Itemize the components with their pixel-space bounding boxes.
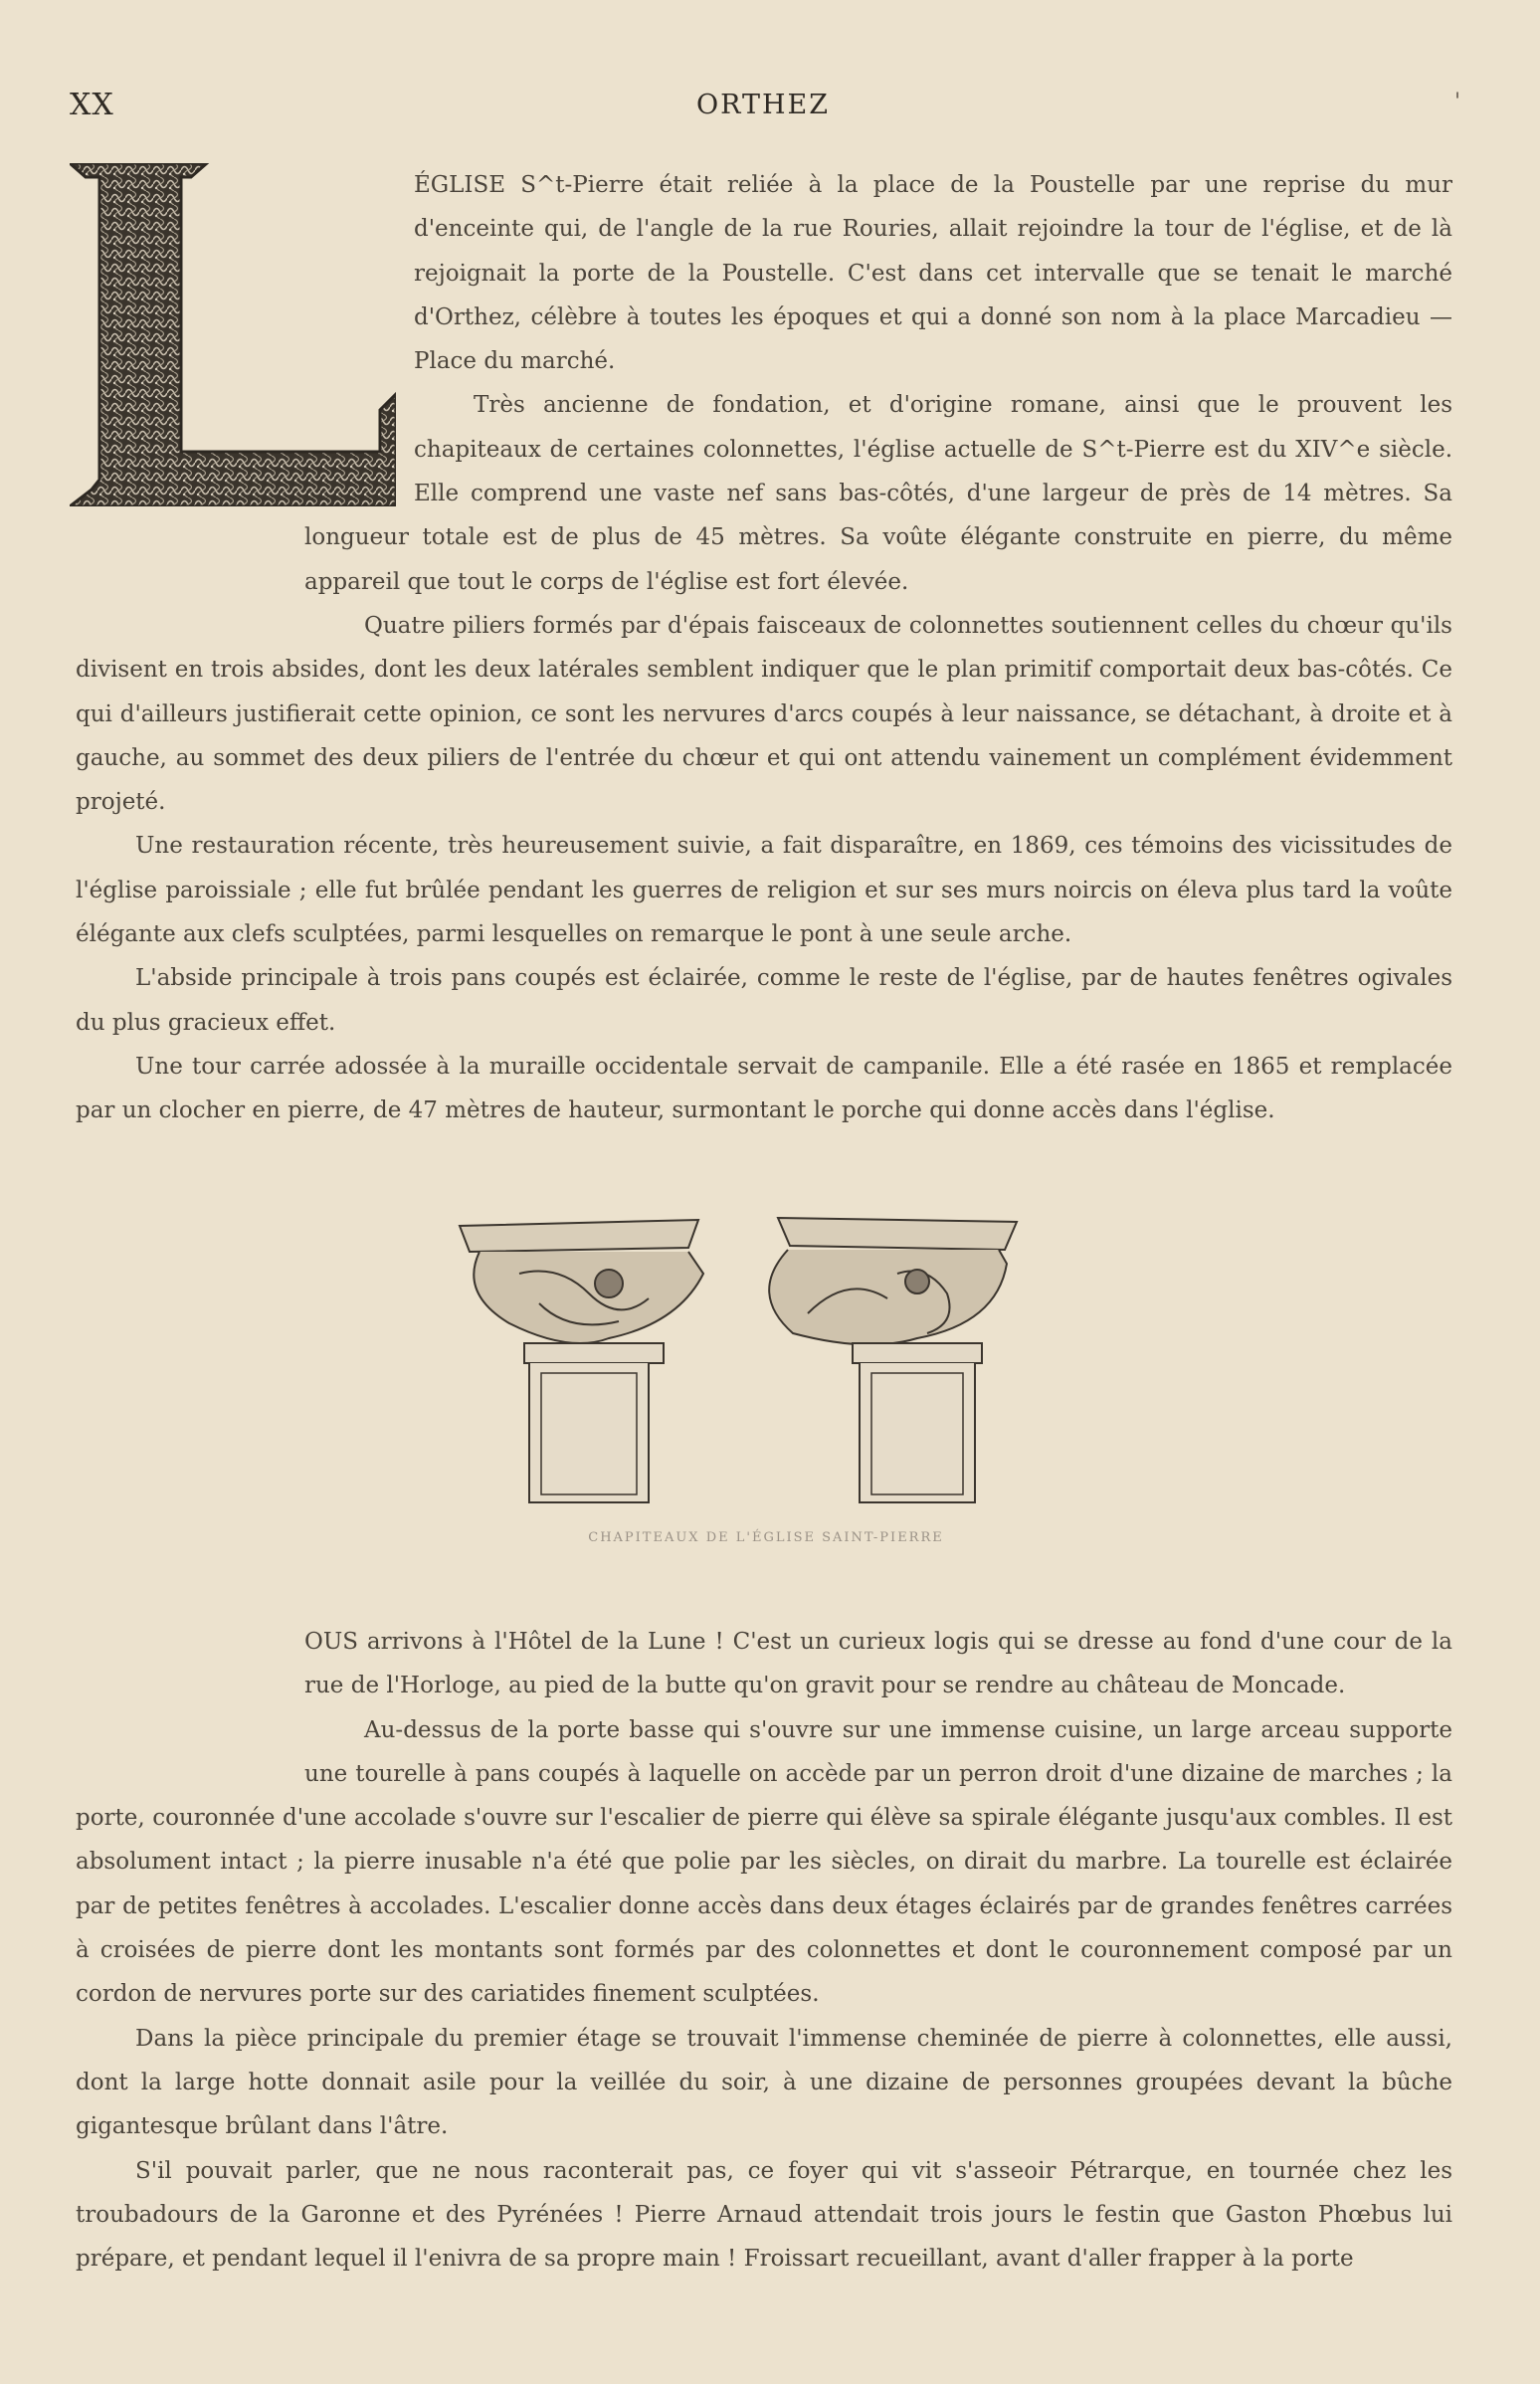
section-hotel-de-la-lune [76,1620,1452,2281]
capital-left [460,1220,703,1502]
paragraph-4: Une restauration récente, très heureusement suivie, a fait disparaître, en 1869, ces témoins des vicissitudes de l'église paroissiale ; elle fut brûlée pendant les guerres de religion et sur ses murs noircis on éleva plus tard la voûte élégante aux clefs sculptées, parmi lesquelles on remarque le pont à une seule arche. [76,833,1452,948]
capitals-illustration [450,1204,1027,1512]
paragraph-1: ÉGLISE S^t-Pierre était reliée à la place de la Poustelle par une reprise du mur d'enceinte qui, de l'angle de la rue Rouries, allait rejoindre la tour de l'église, et de là rejoignait la porte de la Poustelle. C'est dans cet intervalle que se tenait le marché d'Orthez, célèbre à toutes les époques et qui a donné son nom à la place Marcadieu — Place du marché. [414,172,1452,375]
dropcap-space-o [76,1620,304,1785]
corner-mark: ' [1454,90,1461,114]
ornamental-dropcap-l [70,163,396,506]
figure-caption: CHAPITEAUX DE L'ÉGLISE SAINT-PIERRE [588,1530,944,1545]
page-number: XX [70,88,114,122]
running-title: ORTHEZ [696,90,831,120]
capital-right [769,1218,1017,1502]
paragraph-3: Quatre piliers formés par d'épais faisceaux de colonnettes soutiennent celles du chœur qu'ils divisent en trois absides, dont les deux latérales semblent indiquer que le plan primitif comportait deux bas-côtés. Ce qui d'ailleurs justifierait cette opinion, ce sont les nervures d'arcs coupés à leur naissance, se détachant, à droite et à gauche, au sommet des deux piliers de l'entrée du chœur et qui ont attendu vainement un complément évidemment projeté. [76,612,1452,816]
paragraph-8: Au-dessus de la porte basse qui s'ouvre sur une immense cuisine, un large arceau supporte une tourelle à pans coupés à laquelle on accède par un perron droit d'une dizaine de marches ; la porte, couronnée d'une accolade s'ouvre sur l'escalier de pierre qui élève sa spirale élégante jusqu'aux combles. Il est absolument intact ; la pierre inusable n'a été que polie par les siècles, on dirait du marbre. La tourelle est éclairée par de petites fenêtres à accolades. L'escalier donne accès dans deux étages éclairés par de grandes fenêtres carrées à croisées de pierre dont les montants sont formés par des colonnettes et dont le couronnement composé par un cordon de nervures porte sur des cariatides finement sculptées. [76,1716,1452,2008]
paragraph-5: L'abside principale à trois pans coupés est éclairée, comme le reste de l'église, par de hautes fenêtres ogivales du plus gracieux effet. [76,965,1452,1036]
paragraph-9: Dans la pièce principale du premier étage se trouvait l'immense cheminée de pierre à colonnettes, elle aussi, dont la large hotte donnait asile pour la veillée du soir, à une dizaine de personnes groupées devant la bûche gigantesque brûlant dans l'âtre. [76,2025,1452,2140]
paragraph-2: Très ancienne de fondation, et d'origine romane, ainsi que le prouvent les chapiteaux de certaines colonnettes, l'église actuelle de S^t-Pierre est du XIV^e siècle. Elle comprend une vaste nef sans bas-côtés, d'une largeur de près de 14 mètres. Sa longueur totale est de plus de 45 mètres. Sa voûte élégante construite en pierre, du même appareil que tout le corps de l'église est fort élevée. [304,392,1452,595]
paragraph-6: Une tour carrée adossée à la muraille occidentale servait de campanile. Elle a été rasée en 1865 et remplacée par un clocher en pierre, de 47 mètres de hauteur, surmontant le porche qui donne accès dans l'église. [76,1053,1452,1124]
dropcap-wrap-spacer [76,512,304,644]
paragraph-10: S'il pouvait parler, que ne nous raconterait pas, ce foyer qui vit s'asseoir Pétrarque, en tournée chez les troubadours de la Garonne et des Pyrénées ! Pierre Arnaud attendait trois jours le festin que Gaston Phœbus lui prépare, et pendant lequel il l'enivra de sa propre main ! Froissart recueillant, avant d'aller frapper à la porte [76,2157,1452,2273]
paragraph-7: OUS arrivons à l'Hôtel de la Lune ! C'est un curieux logis qui se dresse au fond d'une cour de la rue de l'Horloge, au pied de la butte qu'on gravit pour se rendre au château de Moncade. [304,1629,1452,1699]
section-eglise-saint-pierre [76,163,1452,1133]
